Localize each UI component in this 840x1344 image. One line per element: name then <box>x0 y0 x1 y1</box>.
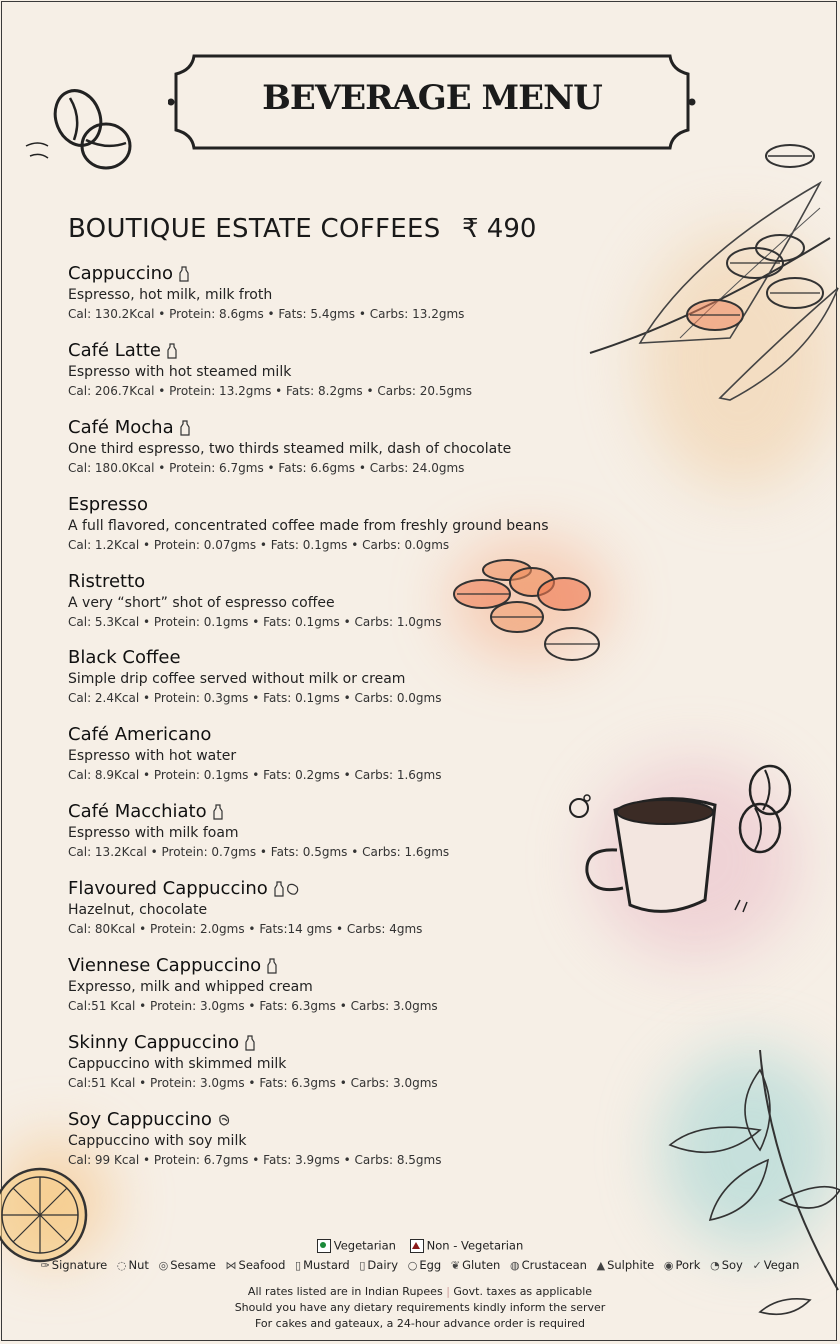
item-nutrition: Cal: 5.3Kcal • Protein: 0.1gms • Fats: 0.1gms • Carbs: 1.0gms <box>68 614 442 629</box>
legend-item: ◉ Pork <box>663 1258 701 1272</box>
item-name-row <box>68 1109 628 1131</box>
dairy-icon <box>274 881 284 897</box>
item-name: Black Coffee <box>68 647 181 669</box>
item-name-row <box>68 1032 628 1054</box>
menu-item <box>68 1109 628 1186</box>
item-description: Cappuccino with skimmed milk <box>68 1055 287 1072</box>
footer-line: All rates listed are in Indian Rupees | Govt. taxes as applicable <box>247 1285 593 1298</box>
item-nutrition: Cal: 8.9Kcal • Protein: 0.1gms • Fats: 0.2gms • Carbs: 1.6gms <box>68 768 442 783</box>
item-description: A full flavored, concentrated coffee made from freshly ground beans <box>68 517 549 534</box>
legend-item: ◎ Sesame <box>158 1258 216 1272</box>
item-name-row <box>68 878 628 900</box>
item-description: Espresso with hot water <box>68 748 237 765</box>
footer-line: For cakes and gateaux, a 24-hour advance order is required <box>254 1317 585 1330</box>
section-title: BOUTIQUE ESTATE COFFEES <box>68 214 441 244</box>
item-name: Cappuccino <box>68 263 174 284</box>
item-description: Simple drip coffee served without milk or cream <box>68 671 406 688</box>
item-nutrition: Cal: 80Kcal • Protein: 2.0gms • Fats:14 gms • Carbs: 4gms <box>68 922 423 937</box>
sesame-icon: ◎ <box>158 1259 169 1272</box>
legend-item: ◌ Nut <box>116 1258 149 1272</box>
menu-title: BEVERAGE MENU <box>262 78 602 118</box>
item-name: Café Mocha <box>68 416 174 438</box>
item-description: Cappuccino with soy milk <box>68 1132 247 1149</box>
non-vegetarian-icon <box>410 1239 424 1253</box>
legend-item: ◔ Soy <box>710 1258 743 1272</box>
item-nutrition: Cal: 130.2Kcal • Protein: 8.6gms • Fats: 5.4gms • Carbs: 13.2gms <box>68 307 465 321</box>
menu-item-list <box>68 263 628 1186</box>
pork-icon: ◉ <box>663 1259 674 1272</box>
vegetarian-icon <box>317 1239 331 1253</box>
item-nutrition: Cal:51 Kcal • Protein: 3.0gms • Fats: 6.3gms • Carbs: 3.0gms <box>68 1075 438 1090</box>
menu-item <box>68 955 628 1032</box>
legend-item: ◍ Crustacean <box>510 1258 587 1272</box>
item-description: One third espresso, two thirds steamed milk, dash of chocolate <box>68 440 512 457</box>
menu-item <box>68 263 628 340</box>
item-name: Café Latte <box>68 339 161 361</box>
menu-title-frame <box>168 52 696 152</box>
item-name-row <box>68 955 628 977</box>
soy-icon <box>218 1113 230 1127</box>
menu-item <box>68 1032 628 1109</box>
menu-item <box>68 724 628 801</box>
diet-legend <box>0 1238 840 1253</box>
item-name: Café Macchiato <box>68 801 207 823</box>
menu-item <box>68 417 628 494</box>
item-name: Soy Cappuccino <box>68 1108 212 1130</box>
item-name: Ristretto <box>68 570 146 592</box>
legend-item: ✑ Signature <box>40 1258 108 1272</box>
item-name: Skinny Cappuccino <box>68 1031 240 1053</box>
item-description: Expresso, milk and whipped cream <box>68 979 313 996</box>
coffee-beans-icon <box>18 88 138 178</box>
egg-icon: ○ <box>407 1259 418 1272</box>
item-description: A very “short” shot of espresso coffee <box>68 594 335 611</box>
menu-item <box>68 801 628 878</box>
footer-line: Should you have any dietary requirements kindly inform the server <box>234 1301 606 1314</box>
nut-icon: ◌ <box>116 1259 127 1272</box>
legend-item: ▯ Mustard <box>295 1258 350 1272</box>
vegetarian-label: Vegetarian <box>333 1238 396 1253</box>
item-name-row <box>68 263 628 285</box>
menu-item <box>68 878 628 955</box>
item-description: Hazelnut, chocolate <box>68 902 208 919</box>
dairy-icon <box>180 420 190 436</box>
legend-item: ⋈ Seafood <box>225 1258 286 1272</box>
dairy-icon: ▯ <box>359 1259 366 1272</box>
legend-item: ○ Egg <box>407 1258 442 1272</box>
item-nutrition: Cal: 99 Kcal • Protein: 6.7gms • Fats: 3.9gms • Carbs: 8.5gms <box>68 1152 442 1167</box>
item-name: Espresso <box>68 493 149 515</box>
item-nutrition: Cal:51 Kcal • Protein: 3.0gms • Fats: 6.3gms • Carbs: 3.0gms <box>68 999 438 1014</box>
item-description: Espresso with hot steamed milk <box>68 363 292 380</box>
legend-item: ▲ Sulphite <box>596 1258 655 1272</box>
item-description: Espresso, hot milk, milk froth <box>68 287 273 303</box>
item-nutrition: Cal: 1.2Kcal • Protein: 0.07gms • Fats: 0.1gms • Carbs: 0.0gms <box>68 537 450 552</box>
footer-notes <box>0 1284 840 1332</box>
seafood-icon: ⋈ <box>225 1259 237 1272</box>
allergen-legend <box>0 1258 840 1272</box>
dairy-icon <box>245 1035 255 1051</box>
sulphite-icon: ▲ <box>596 1259 606 1272</box>
menu-item <box>68 494 628 571</box>
legend-item: ▯ Dairy <box>359 1258 399 1272</box>
menu-item <box>68 647 628 724</box>
dairy-icon <box>213 804 223 820</box>
item-name-row <box>68 801 628 823</box>
item-name-row <box>68 417 628 439</box>
dairy-icon <box>267 958 277 974</box>
item-name: Viennese Cappuccino <box>68 955 262 977</box>
legend-item: ✓ Vegan <box>752 1258 800 1272</box>
item-nutrition: Cal: 13.2Kcal • Protein: 0.7gms • Fats: 0.5gms • Carbs: 1.6gms <box>68 845 450 860</box>
item-nutrition: Cal: 206.7Kcal • Protein: 13.2gms • Fats: 8.2gms • Carbs: 20.5gms <box>68 383 473 398</box>
section-price: ₹ 490 <box>462 214 537 244</box>
soy-icon: ◔ <box>710 1259 720 1272</box>
item-name: Café Americano <box>68 724 212 746</box>
legend-item: ❦ Gluten <box>450 1258 501 1272</box>
item-name-row <box>68 340 628 362</box>
menu-item <box>68 340 628 417</box>
crustacean-icon: ◍ <box>510 1259 520 1272</box>
non-vegetarian-label: Non - Vegetarian <box>426 1238 524 1253</box>
dairy-icon <box>179 266 189 282</box>
gluten-icon: ❦ <box>450 1259 461 1272</box>
item-nutrition: Cal: 2.4Kcal • Protein: 0.3gms • Fats: 0.1gms • Carbs: 0.0gms <box>68 691 442 706</box>
nut-icon <box>286 882 300 896</box>
mint-leaves-icon <box>660 1050 840 1320</box>
item-description: Espresso with milk foam <box>68 825 239 842</box>
item-nutrition: Cal: 180.0Kcal • Protein: 6.7gms • Fats: 6.6gms • Carbs: 24.0gms <box>68 460 465 475</box>
menu-item <box>68 571 628 648</box>
vegan-icon: ✓ <box>752 1259 762 1272</box>
mustard-icon: ▯ <box>295 1259 302 1272</box>
signature-icon: ✑ <box>40 1259 50 1272</box>
item-name: Flavoured Cappuccino <box>68 878 268 900</box>
dairy-icon <box>167 343 177 359</box>
